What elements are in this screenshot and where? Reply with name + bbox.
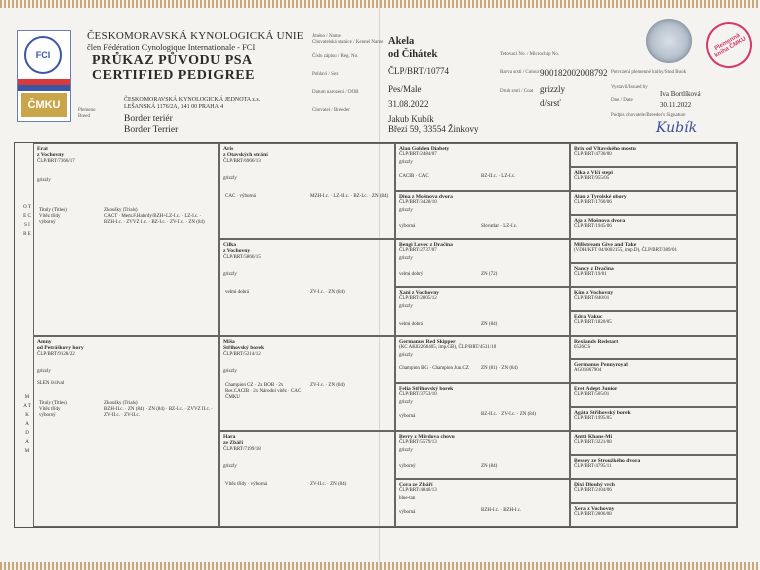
ancestor-note: velmi dobrý (399, 272, 424, 277)
ancestor-tests: BZH-I.c. · BZH-I.c. (481, 508, 522, 513)
dog-coat: d/srsť (540, 98, 561, 108)
fci-globe-icon (24, 36, 62, 74)
issue-date: 30.11.2022 (660, 101, 692, 109)
gen4-cell (570, 143, 737, 167)
gen4-cell (570, 239, 737, 263)
ancestor-reg: 0526CS (574, 345, 591, 351)
ancestor-reg: AG01867904 (574, 368, 602, 374)
dog-colour: grizzly (540, 84, 565, 94)
dam-titles-value: výborný (39, 413, 56, 418)
gen4-cell (570, 167, 737, 191)
ancestor-name: Dixi Dlouhý vrch (574, 482, 615, 488)
ancestor-note: výborná (399, 510, 416, 515)
ancestor-colour: grizzly (399, 256, 413, 261)
dog-name: Akela (388, 36, 415, 47)
dam-titles-label: Tituly (Titles) (39, 401, 67, 406)
gen3-cell (395, 239, 570, 287)
ancestor-name: Xera z Vochovny (574, 506, 615, 512)
breed-label-en: Breed (78, 114, 90, 119)
label-colour: Barva srsti / Colour (500, 70, 540, 75)
dog-sex: Pes/Male (388, 84, 422, 94)
dam-side-label (23, 393, 31, 456)
gen4-cell (570, 359, 737, 383)
ancestor-reg: ČLP/BRT/19/01 (574, 272, 607, 278)
dam-colour: grizzly (37, 369, 51, 374)
gen3-cell (395, 143, 570, 191)
gen4-cell (570, 479, 737, 503)
ancestor-name: Xani z Vochovny (399, 290, 440, 296)
hologram-seal-icon (646, 19, 692, 63)
issuer-address (124, 97, 260, 111)
breed-label (78, 108, 96, 120)
ancestor-name: Rexlands Redstart (574, 339, 619, 345)
ancestor-name: Nancy z Dračina (574, 266, 614, 272)
gen4-cell (570, 336, 737, 359)
ancestor-reg: ČLP/BRT/955/05 (574, 176, 610, 182)
ancestor-reg: ČLP/BRT/1820/05 (574, 320, 612, 326)
gen4-cell (570, 383, 737, 407)
stud-book-stamp (698, 14, 760, 77)
ancestor-tests: ZV-I.c. · ZN (84) (310, 383, 345, 388)
ancestor-reg: ČLP/BRT/2805/12 (399, 296, 437, 302)
dog-dob: 31.08.2022 (388, 99, 429, 109)
stud-book-stamp-text: Plemenná kniha ČMKU (713, 32, 748, 60)
ancestor-name: Cilka (223, 242, 237, 248)
breed-label-cs: Plemeno (78, 108, 96, 113)
decorative-border-bottom (0, 562, 760, 570)
gen3-cell (395, 383, 570, 431)
sire-trials-label: Zkoušky (Trials) (104, 208, 138, 213)
sire-colour: grizzly (37, 178, 51, 183)
ancestor-reg: ČLP/BRT/840/01 (574, 296, 610, 302)
logo-blue-band (18, 85, 70, 91)
gen2-cell (219, 431, 395, 527)
ancestor-note: výborná (399, 224, 416, 229)
dam-name-block (37, 339, 84, 358)
label-kennel: Chovatelská stanice / Kennel Name (312, 40, 384, 45)
breed-cs: Border teriér (124, 114, 173, 124)
dam-trials-value: BZH-II.c. · ZN (84) · ZN (84) · BZ-I.c. · ZVVZ II.c. · ZV-II.c. · ZV-II.c. (104, 407, 213, 418)
label-dob: Datum narození / DOB (312, 90, 359, 95)
ancestor-reg: ČLP/BRT/1995/05 (574, 416, 612, 422)
ancestor-reg: (KC AK02266405, imp.GB), ČLP/BRT/4531/10 (399, 345, 497, 351)
gen4-cell (570, 191, 737, 215)
label-sex: Pohlaví / Sex (312, 72, 339, 77)
ancestor-reg: ČLP/BRT/5866/15 (223, 254, 261, 260)
ancestor-note: Vítěz třídy · výborná (225, 482, 268, 487)
ancestor-tests: BZ-II.c. · LZ-I.c. (481, 174, 516, 179)
ancestor-name: Eret Adept Junior (574, 386, 618, 392)
sire-titles (39, 208, 89, 226)
ancestor-name: Antti Khans-Mi (574, 434, 613, 440)
dog-reg: ČLP/BRT/10774 (388, 66, 449, 76)
ancestor-name: Brix od Vltavského mostu (574, 146, 636, 152)
ancestor-tests: ZV-II.c. · ZN (84) (310, 482, 347, 487)
ancestor-note: CAC · výborná (225, 194, 256, 199)
ancestor-reg: ČLP/BRT/3753/10 (399, 392, 437, 398)
ancestor-name: Dina z Mošnova dvora (399, 194, 453, 200)
pedigree-table (14, 142, 738, 528)
ancestor-colour: grizzly (399, 353, 413, 358)
ancestor-note: výborná (399, 414, 416, 419)
ancestor-tests: ZN (84) (481, 322, 498, 327)
ancestor-note: výborný (399, 464, 416, 469)
gen4-cell (570, 455, 737, 479)
issuer-street: LEŠANSKÁ 1176/2A, 141 00 PRAHA 4 (124, 104, 224, 110)
ancestor-kennel: z Vochovny (223, 248, 251, 255)
dam-slen: SLEN švilval (37, 381, 65, 386)
sire-titles-label: Tituly (Titles) (39, 208, 67, 213)
ancestor-colour: grizzly (399, 208, 413, 213)
ancestor-tests: ZN (81) · ZN (84) (481, 366, 518, 371)
sire-trials (104, 208, 214, 226)
ancestor-name: Millstream Give and Take (574, 242, 637, 248)
ancestor-note: Champion CZ · 2x BOB · 2x Res.CACIB · 2x Národní vítěz · CAC ČMKU (225, 383, 302, 400)
label-coat: Druh srsti / Coat (500, 89, 534, 94)
gen4-cell (570, 263, 737, 287)
gen4-cell (570, 431, 737, 455)
ancestor-reg: ČLP/BRT/4846/13 (399, 488, 437, 494)
dam-titles (39, 401, 89, 419)
ancestor-note: Champion BG · Champion Jun.CZ (399, 366, 469, 371)
ancestor-reg: (VDH/KFT 04/0002155, imp.D), ČLP/BRT/389/01 (574, 248, 677, 254)
ancestor-name: Bessey ze Stroužkého dvora (574, 458, 641, 464)
dam-name: Amny (37, 339, 52, 345)
sire-reg: ČLP/BRT/7366/17 (37, 158, 75, 164)
ancestor-name: Míša (223, 339, 235, 345)
dog-breeder-address: Březí 59, 33554 Žinkovy (388, 124, 479, 134)
label-name: Jméno / Name (312, 34, 341, 39)
logo-fci-text: FCI (35, 50, 51, 60)
gen4-cell (570, 215, 737, 239)
ancestor-kennel: Střihovský borek (223, 345, 265, 352)
ancestor-name: Aja z Mošnova dvora (574, 218, 626, 224)
ancestor-colour: grizzly (223, 272, 237, 277)
sire-titles-sub: Vítěz třídy (39, 214, 61, 219)
ancestor-reg: ČLP/BRT/5214/12 (223, 351, 261, 357)
gen4-cell (570, 287, 737, 311)
logo-cmku-badge (21, 93, 67, 117)
ancestor-kennel: z Otavských strání (223, 152, 268, 159)
dam-side-text: M A T K A D A M (23, 395, 31, 454)
cmku-logo (17, 30, 71, 122)
ancestor-reg: ČLP/BRT/505/01 (574, 392, 610, 398)
sire-trials-value: CACT · Mem.F.Habrdy/BZH+LZ-I.c. · LZ-I.c. · BZH-I.c. · ZVVZ I.c. · BZ-I.c. · ZV-I.c. · ZN (84) (104, 214, 205, 225)
sire-side-text: O T E C S I R E (23, 205, 31, 237)
ancestor-tests: ZN (84) (481, 464, 498, 469)
sire-side-label (23, 203, 31, 239)
ancestor-reg: ČLP/BRT/5579/13 (399, 440, 437, 446)
ancestor-name: Germanus Red Skipper (399, 339, 456, 345)
ancestor-name: Alka z Vlčí stepi (574, 170, 613, 176)
ancestor-colour: grizzly (223, 369, 237, 374)
ancestor-name: Hara (223, 434, 236, 440)
ancestor-name: Kim z Vochovny (574, 290, 614, 296)
ancestor-colour: grizzly (399, 304, 413, 309)
dog-microchip: 900182002008792 (540, 68, 608, 78)
dam-trials-label: Zkoušky (Trials) (104, 401, 138, 406)
ancestor-name: Bengi Lovec z Dračina (399, 242, 453, 248)
ancestor-colour: blue-tan (399, 496, 416, 501)
ancestor-name: Berry z Mirdova chovu (399, 434, 455, 440)
ancestor-tests: ZV-I.c. · ZN (84) (310, 290, 345, 295)
document-subtitle: CERTIFIED PEDIGREE (92, 68, 255, 83)
ancestor-reg: ČLP/BRT/1760/06 (574, 200, 612, 206)
ancestor-tests: Slovatlar · LZ-I.c. (481, 224, 518, 229)
ancestor-reg: ČLP/BRT/2737/07 (399, 248, 437, 254)
gen3-cell (395, 191, 570, 239)
ancestor-reg: ČLP/BRT/4795/11 (574, 464, 612, 470)
sire-name-block (37, 146, 75, 165)
ancestor-tests: ZN (72) (481, 272, 498, 277)
label-microchip: Tetovací No. / Microchip No. (500, 52, 560, 57)
dam-trials (104, 401, 214, 419)
ancestor-note: CACIB · CAC (399, 174, 429, 179)
gen2-cell (219, 336, 395, 431)
ancestor-name: Felia Střihovský borek (399, 386, 454, 392)
ancestor-reg: ČLP/BRT/2104/06 (574, 488, 612, 494)
ancestor-name: Germanus Pennyroyal (574, 362, 628, 368)
dam-titles-sub: Vítěz třídy (39, 407, 61, 412)
dog-kennel: od Čihátek (388, 49, 438, 60)
gen4-cell (570, 503, 737, 527)
ancestor-colour: grizzly (223, 176, 237, 181)
logo-cmku-text: ČMKU (27, 99, 61, 111)
label-stud-book: Potvrzení plemenné knihy/Stud Book (611, 70, 687, 75)
gen2-cell (219, 143, 395, 239)
union-name: ČESKOMORAVSKÁ KYNOLOGICKÁ UNIE (87, 30, 304, 42)
fci-member-line: člen Fédération Cynologique Internationale - FCI (87, 42, 256, 52)
ancestor-reg: ČLP/BRT/4730/00 (574, 152, 612, 158)
sire-cell (33, 143, 219, 336)
ancestor-name: Edra Vakuc (574, 314, 603, 320)
ancestor-tests: MZH-I.c. · LZ-II.c. · BZ-I.c. · ZN (84) (310, 194, 389, 199)
ancestor-reg: ČLP/BRT/6966/13 (223, 158, 261, 164)
ancestor-colour: grizzly (399, 448, 413, 453)
ancestor-colour: grizzly (399, 160, 413, 165)
gen4-cell (570, 407, 737, 431)
issuer-name: ČESKOMORAVSKÁ KYNOLOGICKÁ JEDNOTA z.s. (124, 97, 261, 103)
ancestor-reg: ČLP/BRT/7199/18 (223, 446, 261, 452)
label-breeder: Chovatel / Breeder (312, 108, 350, 113)
sire-titles-value: výborný (39, 220, 56, 225)
ancestor-reg: ČLP/BRT/3221/08 (574, 440, 612, 446)
ancestor-name: Alan z Tyrolské obory (574, 194, 627, 200)
breeder-signature: Kubík (656, 120, 698, 136)
gen3-cell (395, 431, 570, 479)
gen3-cell (395, 287, 570, 336)
ancestor-reg: ČLP/BRT/3428/10 (399, 200, 437, 206)
ancestor-colour: grizzly (399, 400, 413, 405)
gen4-cell (570, 311, 737, 336)
label-issued-by: Vystavil/Issued by (611, 85, 648, 90)
issued-by-name: Iva Bortlíková (660, 90, 701, 98)
ancestor-name: Alan Golden Diabety (399, 146, 450, 152)
dog-breeder-name: Jakub Kubík (388, 114, 434, 124)
dam-reg: ČLP/BRT/9128/22 (37, 351, 75, 357)
ancestor-kennel: ze Zbáří (223, 440, 244, 447)
breed-en: Border Terrier (124, 125, 179, 135)
ancestor-note: velmi dobrá (399, 322, 424, 327)
document-title: PRŮKAZ PŮVODU PSA (92, 53, 253, 68)
ancestor-reg: ČLP/BRT/1945/06 (574, 224, 612, 230)
label-date: Dne / Date (611, 98, 633, 103)
dam-kennel: od Petráškovy hory (37, 345, 84, 352)
gen3-cell (395, 479, 570, 527)
label-reg: Číslo zápisu / Reg. No. (312, 54, 359, 59)
ancestor-colour: grizzly (223, 464, 237, 469)
gen2-cell (219, 239, 395, 336)
ancestor-reg: ČLP/BRT/2484/07 (399, 152, 437, 158)
sire-kennel: z Vochovny (37, 152, 65, 159)
ancestor-name: Agáta Střihovský borek (574, 410, 631, 416)
decorative-border-top (0, 0, 760, 8)
sire-name: Erat (37, 146, 48, 152)
dam-cell (33, 336, 219, 527)
label-breeder-signature: Podpis chovatele/Breeder's Signature (611, 113, 686, 118)
ancestor-name: Aris (223, 146, 234, 152)
ancestor-tests: BZ-II.c. · ZV-I.c. · ZN (84) (481, 412, 536, 417)
ancestor-reg: ČLP/BRT/2806/08 (574, 512, 612, 518)
ancestor-name: Cora ze Zbáří (399, 482, 433, 488)
ancestor-note: velmi dobrá (225, 290, 250, 295)
gen3-cell (395, 336, 570, 383)
